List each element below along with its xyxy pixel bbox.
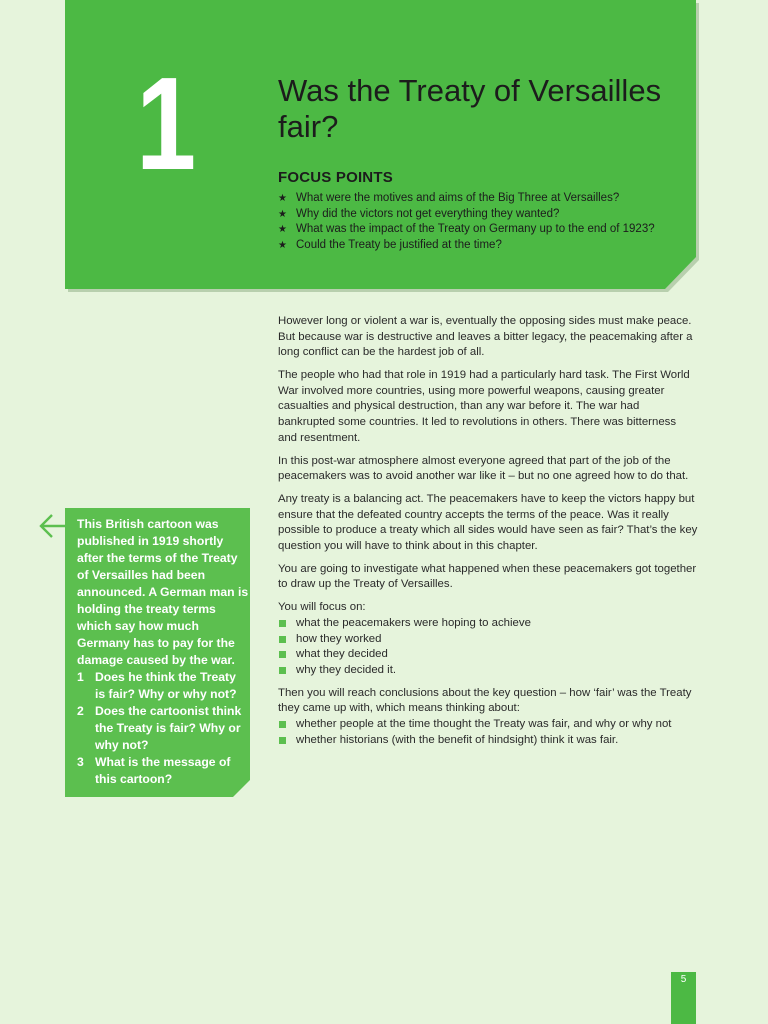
list-item: why they decided it. [278, 663, 698, 679]
body-paragraph: The people who had that role in 1919 had a particularly hard task. The First World War involved more countries, using more powerful weapons, causing greater casualties and physical destruction, than any war before it. The war had bankrupted some countries. It led to revolutions in others. There was bitterness and resentment. [278, 369, 690, 444]
green-square-icon [279, 636, 286, 643]
green-square-icon [279, 620, 286, 627]
list-item: whether people at the time thought the Treaty was fair, and why or why not [278, 717, 698, 733]
body-text [278, 314, 698, 756]
focus-point: ★ What was the impact of the Treaty on Germany up to the end of 1923? [278, 222, 678, 238]
star-icon: ★ [278, 208, 287, 220]
caption-questions [77, 669, 249, 788]
body-paragraph: You will focus on: [278, 601, 366, 614]
body-paragraph: You are going to investigate what happened when these peacemakers got together to draw up the Treaty of Versailles. [278, 562, 697, 591]
list-item: how they worked [278, 632, 698, 648]
list-item: what they decided [278, 647, 698, 663]
body-paragraph: Any treaty is a balancing act. The peacemakers have to keep the victors happy but ensure that the defeated country accepts the terms of the peace. Was it really possible to produce a treaty which all sides would have seen as fair? That’s the key question you will have to think about in this chapter. [278, 493, 698, 552]
caption-question: 1 Does he think the Treaty is fair? Why or why not? [77, 670, 237, 701]
list-item: what the peacemakers were hoping to achieve [278, 616, 698, 632]
green-square-icon [279, 737, 286, 744]
focus-points-list [278, 191, 678, 254]
chapter-number: 1 [136, 50, 193, 197]
body-paragraph: However long or violent a war is, eventually the opposing sides must make peace. But because war is destructive and leaves a bitter legacy, the peacemaking after a long conflict can be the hardest job of all. [278, 315, 693, 359]
caption-question: 2 Does the cartoonist think the Treaty is fair? Why or why not? [77, 704, 242, 752]
green-square-icon [279, 667, 286, 674]
list-item: whether historians (with the benefit of hindsight) think it was fair. [278, 733, 698, 749]
chapter-title: Was the Treaty of Versailles fair? [278, 73, 662, 144]
green-square-icon [279, 651, 286, 658]
star-icon: ★ [278, 240, 287, 252]
caption-question: 3 What is the message of this cartoon? [77, 755, 231, 786]
conclusion-bullet-list [278, 717, 698, 748]
focus-point: ★ Could the Treaty be justified at the time? [278, 238, 678, 254]
focus-point: ★ What were the motives and aims of the Big Three at Versailles? [278, 191, 678, 207]
focus-bullet-list [278, 616, 698, 678]
star-icon: ★ [278, 224, 287, 236]
body-paragraph: Then you will reach conclusions about the key question – how ‘fair’ was the Treaty they came up with, which means thinking about: [278, 686, 692, 715]
page-number: 5 [680, 974, 687, 985]
green-square-icon [279, 721, 286, 728]
star-icon: ★ [278, 193, 287, 204]
focus-point: ★ Why did the victors not get everything they wanted? [278, 207, 678, 223]
body-paragraph: In this post-war atmosphere almost everyone agreed that part of the job of the peacemakers was to avoid another war like it – but no one agreed how to do that. [278, 454, 689, 483]
caption-text: This British cartoon was published in 1919 shortly after the terms of the Treaty of Versailles had been announced. A German man is holding the treaty terms which say how much Germany has to pay for the damage caused by the war. [77, 517, 249, 667]
left-arrow-icon [38, 512, 74, 540]
focus-points-heading: FOCUS POINTS [278, 169, 393, 186]
